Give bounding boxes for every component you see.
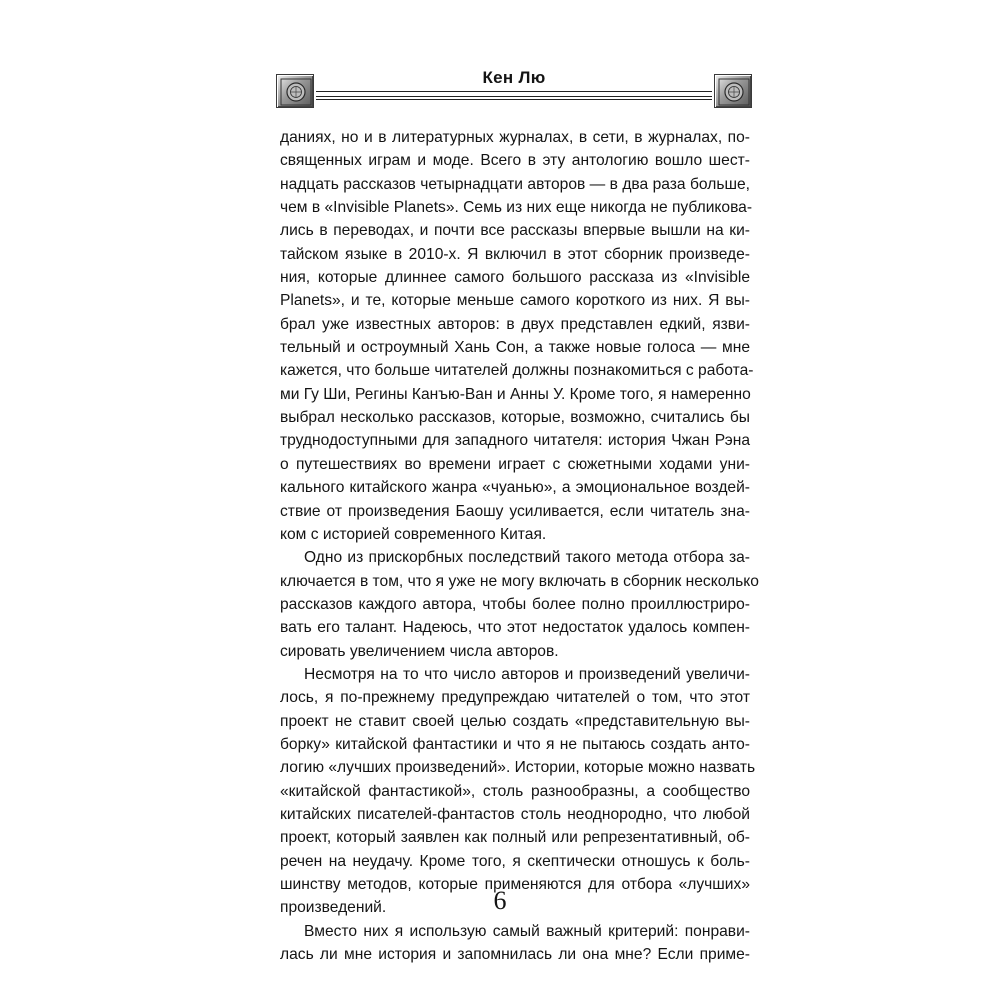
text-line: брал уже известных авторов: в двух представлен едкий, язви- (280, 315, 750, 333)
text-line: тайском языке в 2010-х. Я включил в этот сборник произведе- (280, 245, 750, 263)
text-line: Вместо них я использую самый важный критерий: понрави- (304, 922, 750, 940)
header-rule-thin (316, 99, 712, 100)
text-line: ком с историей современного Китая. (280, 525, 547, 543)
text-line: лась ли мне история и запомнилась ли она мне? Если приме- (280, 946, 750, 964)
author-name: Кен Лю (474, 68, 553, 87)
text-line: кажется, что больше читателей должны познакомиться с работа- (280, 362, 754, 380)
text-line: ствие от произведения Баошу усиливается, если читатель зна- (280, 502, 750, 520)
text-line: китайских писателей-фантастов столь неоднородно, что любой (280, 805, 750, 823)
text-line: лось, я по-прежнему предупреждаю читателей о том, что этот (280, 689, 750, 707)
text-line: Planets», и те, которые меньше самого короткого из них. Я вы- (280, 292, 750, 310)
text-line: вать его талант. Надеюсь, что этот недостаток удалось компен- (280, 619, 750, 637)
text-line: труднодоступными для западного читателя: история Чжан Рэна (280, 432, 750, 450)
ornament-icon (714, 74, 752, 108)
text-line: Одно из прискорбных последствий такого метода отбора за- (304, 549, 750, 567)
page-number: 6 (493, 886, 507, 915)
text-line: произведений. (280, 899, 387, 917)
text-line: чем в «Invisible Planets». Семь из них еще никогда не публикова- (280, 199, 753, 217)
text-line: надцать рассказов четырнадцати авторов — в два раза больше, (280, 175, 750, 193)
body-text (280, 126, 759, 966)
text-line: о путешествиях во времени играет с сюжетными ходами уни- (280, 455, 750, 473)
text-line: кального китайского жанра «чуанью», а эмоциональное воздей- (280, 479, 750, 497)
text-line: борку» китайской фантастики и что я не пытаюсь создать анто- (280, 735, 750, 753)
text-line: шинству методов, которые применяются для отбора «лучших» (280, 876, 750, 893)
header-rule (316, 91, 712, 97)
text-line: выбрал несколько рассказов, которые, возможно, считались бы (280, 409, 750, 427)
text-line: ключается в том, что я уже не могу включать в сборник несколько (280, 572, 759, 590)
text-line: тельный и остроумный Хань Сон, а также новые голоса — мне (280, 339, 750, 357)
text-line: ми Гу Ши, Регины Канъю-Ван и Анны У. Кроме того, я намеренно (280, 385, 751, 403)
text-line: ния, которые длиннее самого большого рассказа из «Invisible (280, 269, 750, 287)
text-line: логию «лучших произведений». Истории, которые можно назвать (280, 759, 756, 777)
text-line: проект, который заявлен как полный или репрезентативный, об- (280, 829, 750, 847)
page-header (276, 68, 752, 112)
text-line: «китайской фантастикой», столь разнообразны, а сообщество (280, 782, 750, 800)
text-line: рассказов каждого автора, чтобы более полно проиллюстриро- (280, 595, 750, 613)
running-head (276, 68, 752, 88)
text-line: лись в переводах, и почти все рассказы впервые вышли на ки- (280, 222, 750, 240)
text-line: даниях, но и в литературных журналах, в сети, в журналах, по- (280, 129, 750, 146)
text-line: проект не ставит своей целью создать «представительную вы- (280, 712, 750, 730)
text-line: Несмотря на то что число авторов и произведений увеличи- (304, 665, 750, 683)
text-line: сировать увеличением числа авторов. (280, 642, 559, 660)
text-line: речен на неудачу. Кроме того, я скептически отношусь к боль- (280, 852, 750, 870)
text-line: священных играм и моде. Всего в эту антологию вошло шест- (280, 152, 750, 170)
